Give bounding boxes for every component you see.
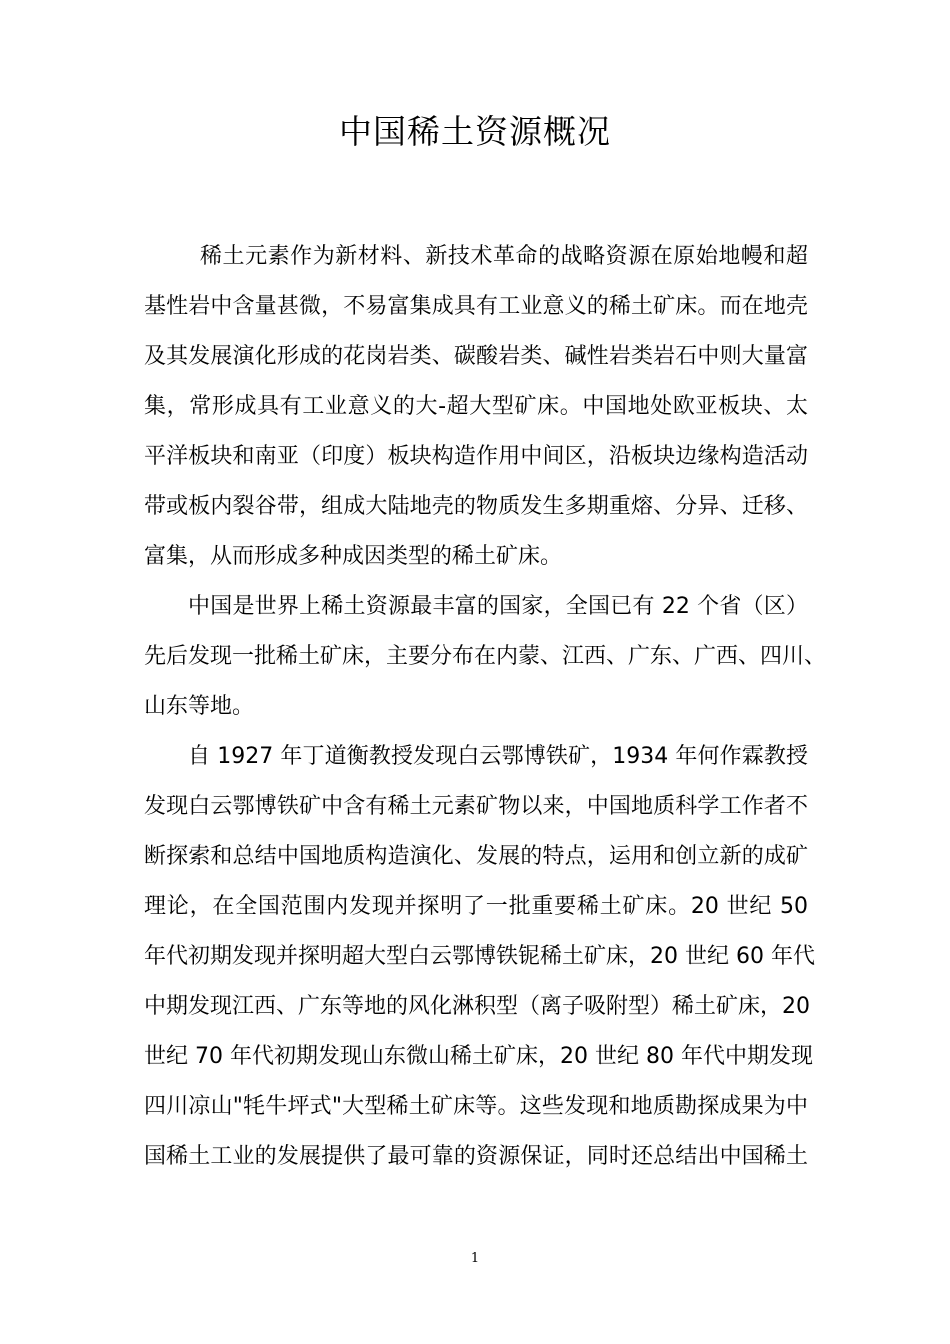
text-line: 中国是世界上稀土资源最丰富的国家，全国已有 22 个省（区）	[188, 594, 808, 619]
text-line: 及其发展演化形成的花岗岩类、碳酸岩类、碱性岩类岩石中则大量富	[144, 344, 808, 369]
text-line: 四川凉山"牦牛坪式"大型稀土矿床等。这些发现和地质勘探成果为中	[144, 1094, 808, 1119]
text-line: 发现白云鄂博铁矿中含有稀土元素矿物以来，中国地质科学工作者不	[144, 794, 808, 819]
paragraph-1	[144, 232, 808, 582]
text-line: 平洋板块和南亚（印度）板块构造作用中间区，沿板块边缘构造活动	[144, 444, 808, 469]
text-line: 年代初期发现并探明超大型白云鄂博铁铌稀土矿床，20 世纪 60 年代	[144, 944, 815, 969]
text-line: 山东等地。	[144, 694, 255, 719]
text-line: 先后发现一批稀土矿床，主要分布在内蒙、江西、广东、广西、四川、	[144, 644, 827, 669]
page-number: 1	[470, 1251, 480, 1266]
text-line: 带或板内裂谷带，组成大陆地壳的物质发生多期重熔、分异、迁移、	[144, 494, 808, 519]
paragraph-3	[144, 732, 815, 1182]
text-line: 断探索和总结中国地质构造演化、发展的特点，运用和创立新的成矿	[144, 844, 808, 869]
document-body	[144, 232, 827, 1182]
paragraph-2	[144, 582, 827, 732]
document-title: 中国稀土资源概况	[339, 112, 611, 151]
text-line: 基性岩中含量甚微，不易富集成具有工业意义的稀土矿床。而在地壳	[144, 294, 808, 319]
text-line: 世纪 70 年代初期发现山东微山稀土矿床，20 世纪 80 年代中期发现	[144, 1044, 813, 1069]
text-line: 稀土元素作为新材料、新技术革命的战略资源在原始地幔和超	[200, 244, 808, 269]
text-line: 中期发现江西、广东等地的风化淋积型（离子吸附型）稀土矿床，20	[144, 994, 810, 1019]
text-line: 理论，在全国范围内发现并探明了一批重要稀土矿床。20 世纪 50	[144, 894, 808, 919]
text-line: 自 1927 年丁道衡教授发现白云鄂博铁矿，1934 年何作霖教授	[188, 744, 808, 769]
text-line: 集，常形成具有工业意义的大-超大型矿床。中国地处欧亚板块、太	[144, 394, 808, 419]
text-line: 国稀土工业的发展提供了最可靠的资源保证，同时还总结出中国稀土	[144, 1144, 808, 1169]
text-line: 富集，从而形成多种成因类型的稀土矿床。	[144, 544, 563, 569]
